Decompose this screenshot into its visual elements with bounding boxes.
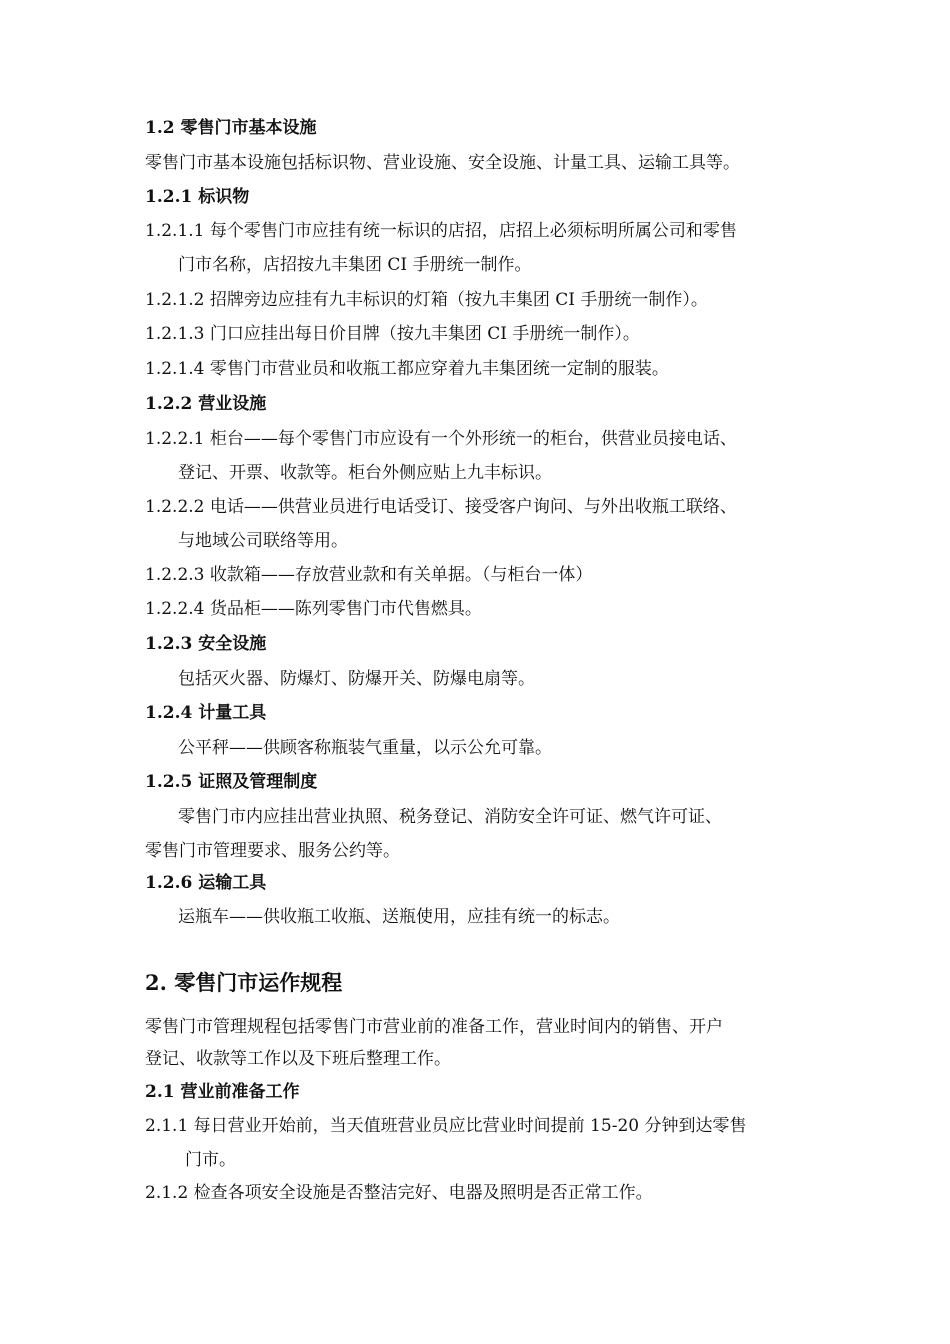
section-1-2-heading: 1.2 零售门市基本设施 — [145, 118, 317, 138]
item-1-2-2-1: 1.2.2.1 柜台——每个零售门市应设有一个外形统一的柜台，供营业员接电话、 — [145, 429, 737, 449]
section-2-1-heading: 2.1 营业前准备工作 — [145, 1082, 300, 1102]
item-1-2-1-2: 1.2.1.2 招牌旁边应挂有九丰标识的灯箱（按九丰集团 CI 手册统一制作）。 — [145, 290, 708, 310]
section-1-2-4-heading: 1.2.4 计量工具 — [145, 703, 267, 723]
section-1-2-1-heading: 1.2.1 标识物 — [145, 187, 250, 207]
section-1-2-3-body: 包括灭火器、防爆灯、防爆开关、防爆电扇等。 — [178, 669, 535, 689]
section-1-2-5-body-line-2: 零售门市管理要求、服务公约等。 — [145, 841, 400, 861]
item-2-1-1-continued: 门市。 — [185, 1150, 236, 1170]
item-1-2-1-3: 1.2.1.3 门口应挂出每日价目牌（按九丰集团 CI 手册统一制作）。 — [145, 324, 640, 344]
section-2-intro-line-1: 零售门市管理规程包括零售门市营业前的准备工作，营业时间内的销售、开户 — [145, 1017, 723, 1037]
section-2-heading: 2. 零售门市运作规程 — [145, 970, 343, 995]
section-1-2-2-heading: 1.2.2 营业设施 — [145, 394, 267, 414]
section-1-2-6-body: 运瓶车——供收瓶工收瓶、送瓶使用，应挂有统一的标志。 — [178, 907, 620, 927]
item-1-2-1-1: 1.2.1.1 每个零售门市应挂有统一标识的店招，店招上必须标明所属公司和零售 — [145, 221, 737, 241]
section-1-2-5-body-line-1: 零售门市内应挂出营业执照、税务登记、消防安全许可证、燃气许可证、 — [178, 807, 722, 827]
item-1-2-2-1-continued: 登记、开票、收款等。柜台外侧应贴上九丰标识。 — [178, 463, 552, 483]
item-2-1-1: 2.1.1 每日营业开始前，当天值班营业员应比营业时间提前 15-20 分钟到达零售 — [145, 1116, 747, 1136]
item-1-2-2-2: 1.2.2.2 电话——供营业员进行电话受订、接受客户询问、与外出收瓶工联络、 — [145, 497, 737, 517]
item-1-2-2-2-continued: 与地域公司联络等用。 — [178, 531, 348, 551]
item-2-1-2: 2.1.2 检查各项安全设施是否整洁完好、电器及照明是否正常工作。 — [145, 1183, 653, 1203]
item-1-2-1-4: 1.2.1.4 零售门市营业员和收瓶工都应穿着九丰集团统一定制的服装。 — [145, 359, 669, 379]
item-1-2-2-4: 1.2.2.4 货品柜——陈列零售门市代售燃具。 — [145, 599, 482, 619]
section-1-2-5-heading: 1.2.5 证照及管理制度 — [145, 772, 318, 792]
item-1-2-2-3: 1.2.2.3 收款箱——存放营业款和有关单据。（与柜台一体） — [145, 565, 593, 585]
section-1-2-6-heading: 1.2.6 运输工具 — [145, 873, 267, 893]
item-1-2-1-1-continued: 门市名称，店招按九丰集团 CI 手册统一制作。 — [178, 255, 532, 275]
section-2-intro-line-2: 登记、收款等工作以及下班后整理工作。 — [145, 1049, 451, 1069]
section-1-2-4-body: 公平秤——供顾客称瓶装气重量，以示公允可靠。 — [178, 738, 552, 758]
section-1-2-intro: 零售门市基本设施包括标识物、营业设施、安全设施、计量工具、运输工具等。 — [145, 153, 740, 173]
section-1-2-3-heading: 1.2.3 安全设施 — [145, 634, 267, 654]
